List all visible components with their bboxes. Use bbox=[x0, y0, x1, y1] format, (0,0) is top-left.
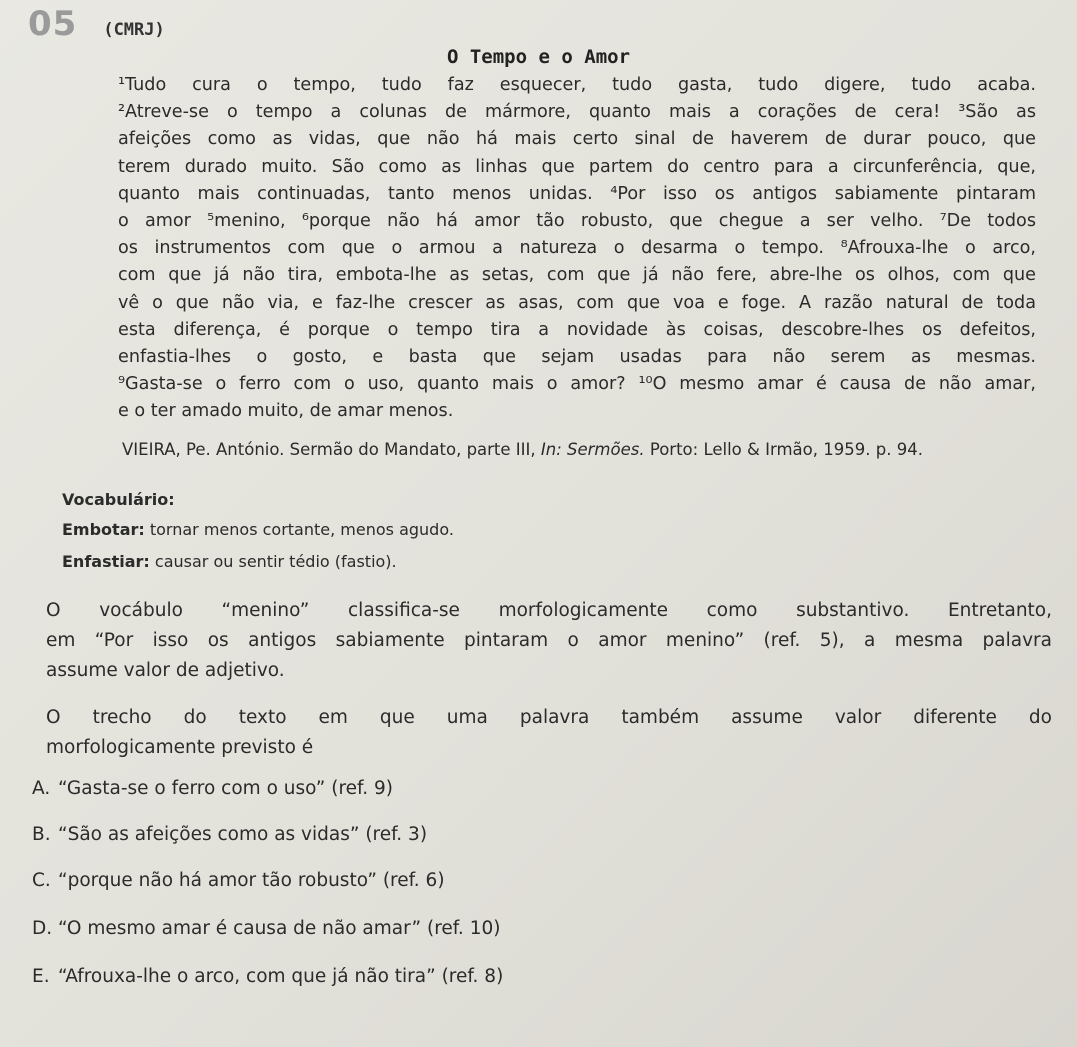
passage-line: afeições como as vidas, que não há mais certo sinal de haverem de durar pouco, que bbox=[118, 129, 1036, 150]
question-number: 05 bbox=[28, 4, 78, 44]
citation-publisher: Porto: Lello & Irmão, 1959. p. 94. bbox=[644, 440, 923, 459]
option-text: “Gasta-se o ferro com o uso” (ref. 9) bbox=[58, 778, 393, 799]
passage-line: ²Atreve-se o tempo a colunas de mármore, quanto mais a corações de cera! ³São as bbox=[118, 102, 1036, 123]
passage-line: ¹Tudo cura o tempo, tudo faz esquecer, tudo gasta, tudo digere, tudo acaba. bbox=[118, 75, 1036, 95]
question-context bbox=[46, 596, 1052, 686]
passage bbox=[118, 72, 1036, 426]
passage-line: e o ter amado muito, de amar menos. bbox=[118, 401, 454, 422]
passage-line: o amor ⁵menino, ⁶porque não há amor tão robusto, que chegue a ser velho. ⁷De todos bbox=[118, 211, 1036, 232]
passage-line: esta diferença, é porque o tempo tira a novidade às coisas, descobre-lhes os defeitos, bbox=[118, 319, 1036, 340]
passage-line: os instrumentos com que o armou a natureza o desarma o tempo. ⁸Afrouxa-lhe o arco, bbox=[118, 238, 1036, 259]
stem-line: em “Por isso os antigos sabiamente pintaram o amor menino” (ref. 5), a mesma palavra bbox=[46, 630, 1052, 651]
option-b[interactable] bbox=[32, 824, 427, 845]
vocab-term: Enfastiar: bbox=[62, 552, 150, 571]
stem-line: assume valor de adjetivo. bbox=[46, 660, 285, 681]
vocab-item bbox=[62, 552, 397, 571]
vocab-heading: Vocabulário: bbox=[62, 490, 175, 509]
citation-book: In: Sermões. bbox=[540, 440, 645, 459]
passage-line: com que já não tira, embota-lhe as setas, com que já não fere, abre-lhe os olhos, com que bbox=[118, 265, 1036, 286]
passage-line: quanto mais continuadas, tanto menos unidas. ⁴Por isso os antigos sabiamente pintaram bbox=[118, 183, 1036, 204]
option-letter: E. bbox=[32, 966, 50, 987]
option-text: “porque não há amor tão robusto” (ref. 6) bbox=[58, 870, 445, 891]
passage-line: terem durado muito. São como as linhas que partem do centro para a circunferência, que, bbox=[118, 156, 1036, 177]
question-prompt bbox=[46, 703, 1052, 763]
question-header bbox=[28, 4, 165, 44]
vocab-term: Embotar: bbox=[62, 520, 145, 539]
vocab-item bbox=[62, 520, 454, 539]
passage-line: ⁹Gasta-se o ferro com o uso, quanto mais o amor? ¹⁰O mesmo amar é causa de não amar, bbox=[118, 374, 1036, 395]
passage-line: vê o que não via, e faz-lhe crescer as asas, com que voa e foge. A razão natural de toda bbox=[118, 292, 1036, 313]
question-source: (CMRJ) bbox=[103, 20, 165, 40]
stem-line: O trecho do texto em que uma palavra também assume valor diferente do bbox=[46, 707, 1052, 728]
option-letter: A. bbox=[32, 778, 51, 799]
citation bbox=[122, 440, 923, 459]
option-text: “Afrouxa-lhe o arco, com que já não tira” (ref. 8) bbox=[58, 966, 504, 987]
vocab-definition: tornar menos cortante, menos agudo. bbox=[144, 520, 454, 539]
option-text: “São as afeições como as vidas” (ref. 3) bbox=[58, 824, 428, 845]
option-a[interactable] bbox=[32, 778, 393, 799]
stem-line: morfologicamente previsto é bbox=[46, 737, 314, 758]
text-title: O Tempo e o Amor bbox=[446, 46, 631, 68]
option-e[interactable] bbox=[32, 966, 503, 987]
option-d[interactable] bbox=[32, 918, 500, 939]
option-letter: B. bbox=[32, 824, 51, 845]
citation-main: VIEIRA, Pe. António. Sermão do Mandato, parte III, bbox=[122, 440, 541, 459]
vocab-definition: causar ou sentir tédio (fastio). bbox=[149, 552, 397, 571]
option-letter: D. bbox=[32, 918, 53, 939]
option-text: “O mesmo amar é causa de não amar” (ref. 10) bbox=[58, 918, 501, 939]
stem-line: O vocábulo “menino” classifica-se morfologicamente como substantivo. Entretanto, bbox=[46, 600, 1052, 621]
option-c[interactable] bbox=[32, 870, 445, 891]
option-letter: C. bbox=[32, 870, 51, 891]
passage-line: enfastia-lhes o gosto, e basta que sejam usadas para não serem as mesmas. bbox=[118, 347, 1036, 368]
